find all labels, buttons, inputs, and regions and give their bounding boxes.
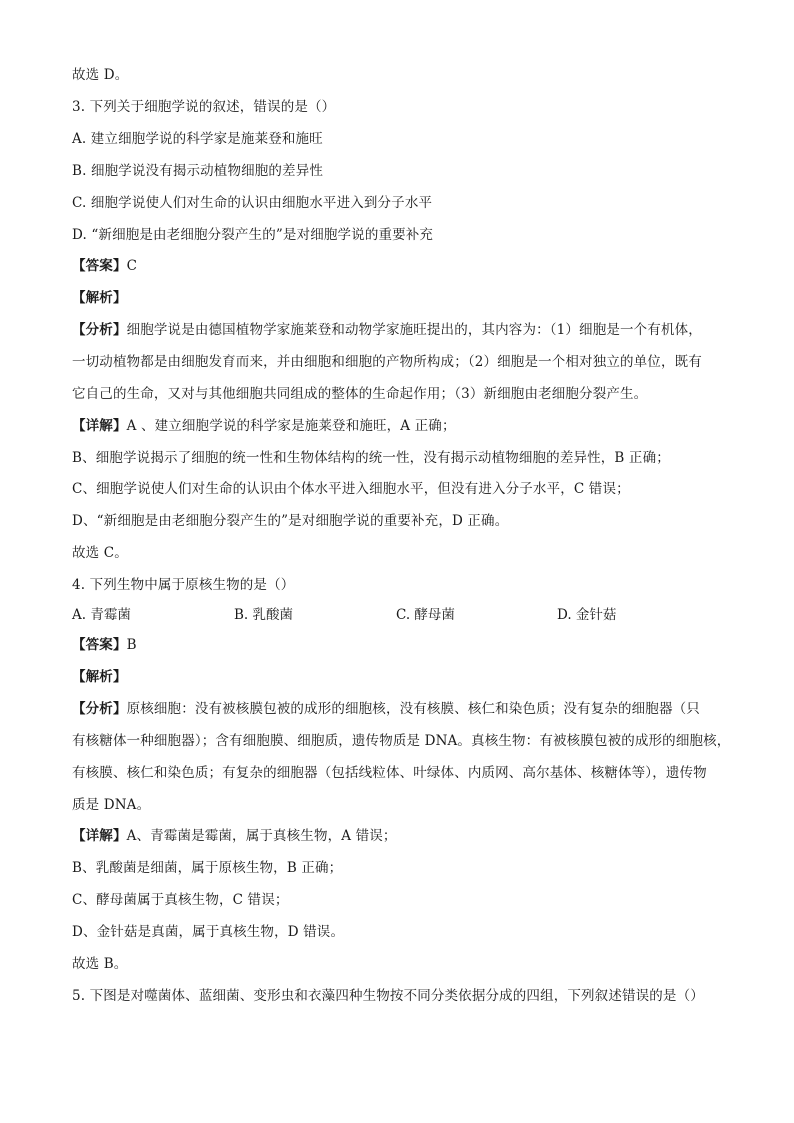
question-4-option-d: D. 金针菇 <box>557 607 617 623</box>
question-4-conclusion: 故选 B。 <box>72 956 128 972</box>
previous-answer-conclusion: 故选 D。 <box>72 67 129 83</box>
question-4-analysis-tag: 【解析】 <box>72 669 127 685</box>
answer-value: C <box>126 258 138 274</box>
question-3-xiangjie-c: C、细胞学说使人们对生命的认识由个体水平进入细胞水平，但没有进入分子水平，C 错误； <box>72 481 630 497</box>
fenxi-tag: 【分析】 <box>72 701 127 717</box>
question-4-xiangjie-a: 【详解】A、青霉菌是霉菌，属于真核生物，A 错误； <box>72 828 397 844</box>
answer-value: B <box>126 637 137 653</box>
question-3-answer <box>72 257 137 275</box>
question-4-stem: 4. 下列生物中属于原核生物的是（） <box>72 577 295 593</box>
question-4-option-b: B. 乳酸菌 <box>234 607 294 623</box>
question-4-xiangjie-c: C、酵母菌属于真核生物，C 错误； <box>72 892 289 908</box>
question-3-xiangjie-a: 【详解】A 、建立细胞学说的科学家是施莱登和施旺，A 正确； <box>72 418 456 434</box>
question-3-fenxi-line-1: 【分析】细胞学说是由德国植物学家施莱登和动物学家施旺提出的，其内容为：（1）细胞是一个有机体， <box>72 322 702 338</box>
question-3-xiangjie-b: B、细胞学说揭示了细胞的统一性和生物体结构的统一性，没有揭示动植物细胞的差异性，B 正确； <box>72 450 670 466</box>
fenxi-tag: 【分析】 <box>72 322 127 338</box>
answer-tag: 【答案】 <box>72 258 127 274</box>
question-4-fenxi-line-3: 有核膜、核仁和染色质；有复杂的细胞器（包括线粒体、叶绿体、内质网、高尔基体、核糖体等），遗传物 <box>72 765 707 781</box>
question-4-answer <box>72 636 137 654</box>
question-5-stem: 5. 下图是对噬菌体、蓝细菌、变形虫和衣藻四种生物按不同分类依据分成的四组，下列叙述错误的是（） <box>72 988 704 1004</box>
question-4-xiangjie-b: B、乳酸菌是细菌，属于原核生物，B 正确； <box>72 860 343 876</box>
question-4-fenxi-line-2: 有核糖体一种细胞器）；含有细胞膜、细胞质，遗传物质是 DNA。真核生物：有被核膜包被的成形的细胞核， <box>72 733 731 749</box>
xiangjie-tag: 【详解】 <box>72 418 127 434</box>
question-4-fenxi-line-1: 【分析】原核细胞：没有被核膜包被的成形的细胞核，没有核膜、核仁和染色质；没有复杂的细胞器（只 <box>72 701 700 717</box>
question-4-option-a: A. 青霉菌 <box>72 607 131 623</box>
question-3-option-c: C. 细胞学说使人们对生命的认识由细胞水平进入到分子水平 <box>72 195 433 211</box>
question-3-option-b: B. 细胞学说没有揭示动植物细胞的差异性 <box>72 163 324 179</box>
question-3-fenxi-line-3: 它自己的生命，又对与其他细胞共同组成的整体的生命起作用；（3）新细胞由老细胞分裂产生。 <box>72 386 648 402</box>
question-3-conclusion: 故选 C。 <box>72 545 128 561</box>
question-3-option-d: D. “新细胞是由老细胞分裂产生的”是对细胞学说的重要补充 <box>72 227 434 243</box>
question-3-analysis-tag: 【解析】 <box>72 290 127 306</box>
answer-tag: 【答案】 <box>72 637 127 653</box>
xiangjie-tag: 【详解】 <box>72 828 127 844</box>
question-4-option-c: C. 酵母菌 <box>396 607 455 623</box>
question-4-fenxi-line-4: 质是 DNA。 <box>72 797 151 813</box>
question-4-xiangjie-d: D、金针菇是真菌，属于真核生物，D 错误。 <box>72 924 345 940</box>
question-3-option-a: A. 建立细胞学说的科学家是施莱登和施旺 <box>72 131 323 147</box>
question-3-xiangjie-d: D、“新细胞是由老细胞分裂产生的”是对细胞学说的重要补充，D 正确。 <box>72 513 509 529</box>
question-3-fenxi-line-2: 一切动植物都是由细胞发育而来，并由细胞和细胞的产物所构成；（2）细胞是一个相对独立的单位，既有 <box>72 354 702 370</box>
question-3-stem: 3. 下列关于细胞学说的叙述，错误的是（） <box>72 99 336 115</box>
